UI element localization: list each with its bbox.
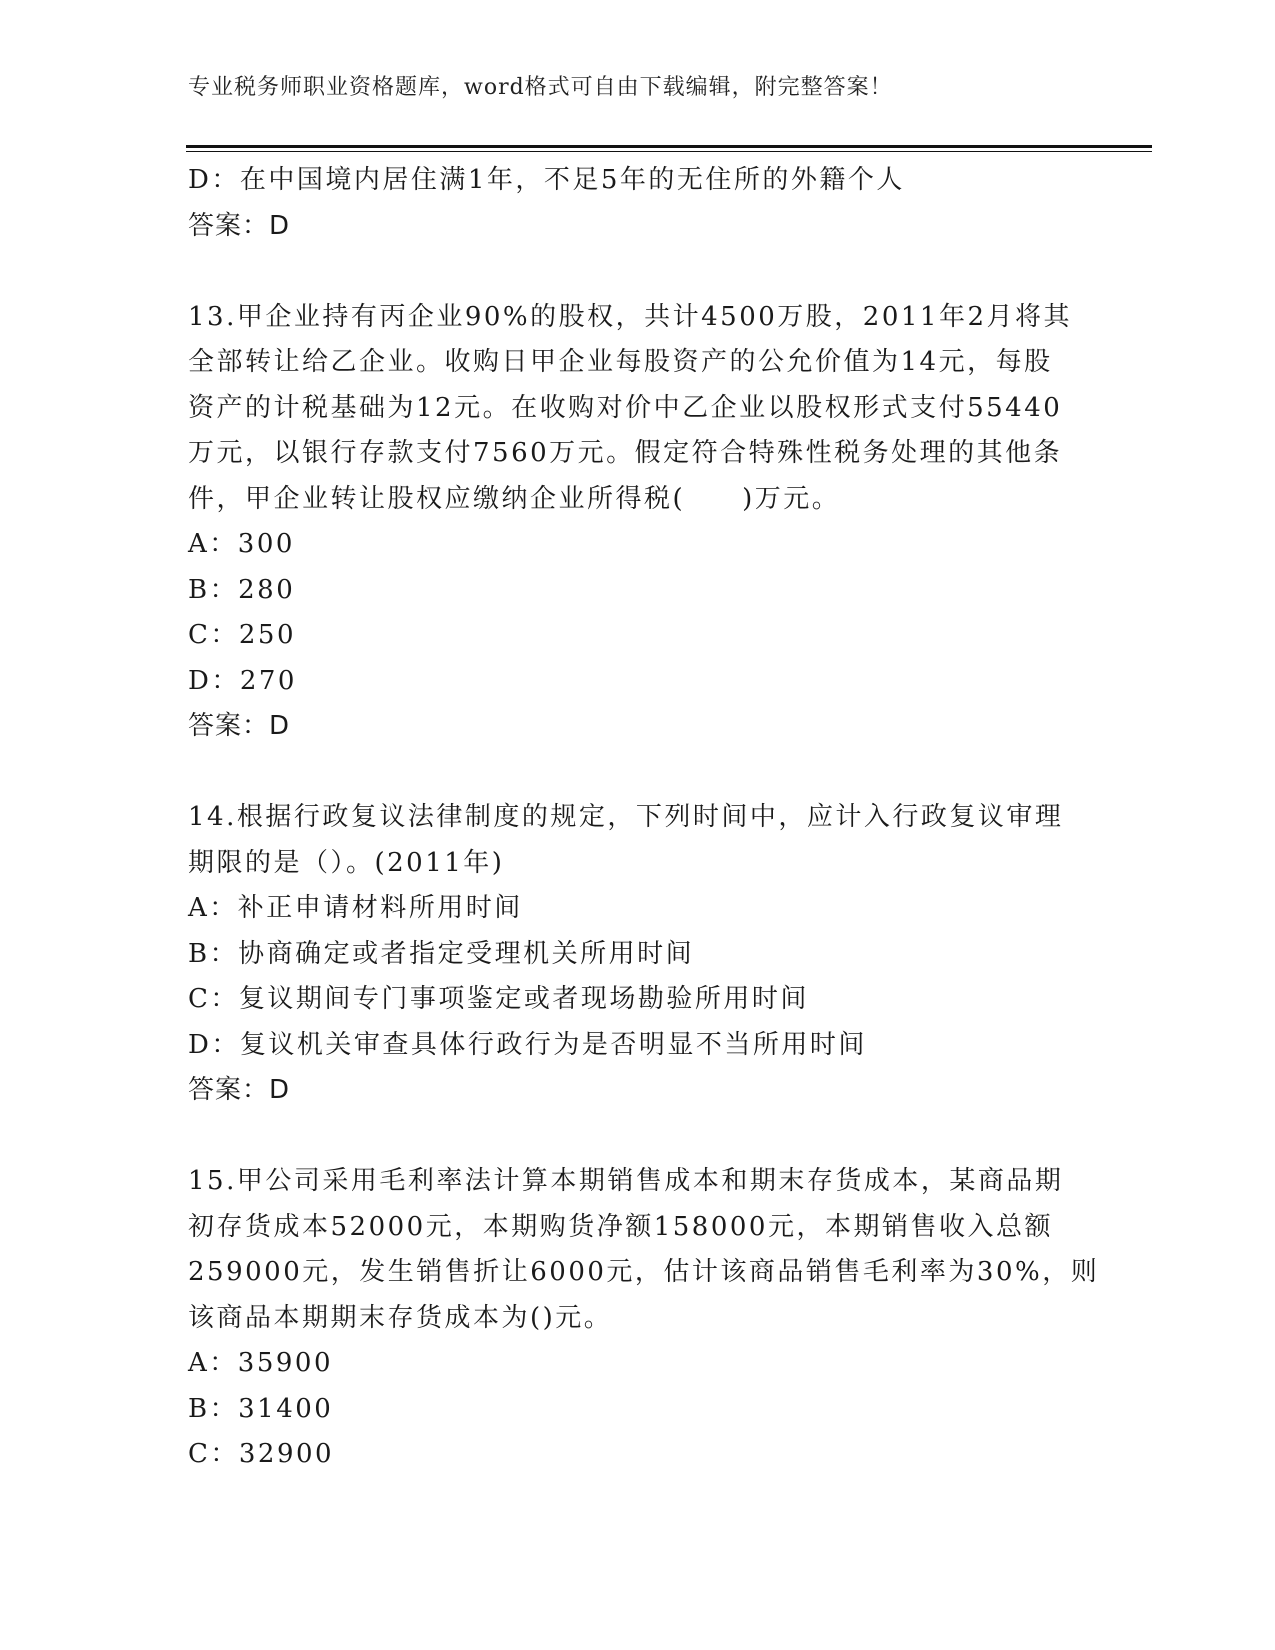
option-c: C：复议期间专门事项鉴定或者现场勘验所用时间 (188, 984, 809, 1014)
question-text-line: 件，甲企业转让股权应缴纳企业所得税( )万元。 (188, 483, 841, 514)
question-text-line: 13.甲企业持有丙企业90%的股权，共计4500万股，2011年2月将其 (188, 301, 1073, 332)
prev-answer: 答案：D (188, 210, 291, 241)
spacer (188, 1114, 1088, 1160)
question-text-line: 初存货成本52000元，本期购货净额158000元，本期销售收入总额 (188, 1211, 1053, 1242)
option-a: A：300 (188, 529, 295, 559)
question-13 (188, 295, 1088, 750)
option-d: D：复议机关审查具体行政行为是否明显不当所用时间 (188, 1029, 867, 1060)
option-d: D：270 (188, 665, 297, 696)
option-c: C：250 (188, 620, 297, 650)
question-text-line: 259000元，发生销售折让6000元，估计该商品销售毛利率为30%，则 (188, 1257, 1100, 1287)
prev-option-d: D：在中国境内居住满1年，不足5年的无住所的外籍个人 (188, 165, 905, 195)
answer: 答案：D (188, 711, 291, 741)
option-b: B：280 (188, 574, 296, 605)
question-text-line: 14.根据行政复议法律制度的规定，下列时间中，应计入行政复议审理 (188, 802, 1064, 832)
page-header: 专业税务师职业资格题库，word格式可自由下载编辑，附完整答案！ (188, 75, 893, 100)
answer: 答案：D (188, 1075, 291, 1105)
question-text-line: 15.甲公司采用毛利率法计算本期销售成本和期末存货成本，某商品期 (188, 1166, 1064, 1196)
header-divider-thick (186, 145, 1152, 148)
question-14 (188, 795, 1088, 1114)
spacer (188, 249, 1088, 295)
question-text-line: 该商品本期期末存货成本为()元。 (188, 1302, 613, 1333)
option-a: A：补正申请材料所用时间 (188, 893, 523, 923)
question-text-line: 资产的计税基础为12元。在收购对价中乙企业以股权形式支付55440 (188, 392, 1063, 423)
option-b: B：31400 (188, 1393, 334, 1424)
option-b: B：协商确定或者指定受理机关所用时间 (188, 938, 695, 969)
option-c: C：32900 (188, 1439, 335, 1469)
header-divider-thin (186, 151, 1152, 152)
spacer (188, 750, 1088, 796)
question-text-line: 全部转让给乙企业。收购日甲企业每股资产的公允价值为14元，每股 (188, 347, 1053, 377)
question-text-line: 万元，以银行存款支付7560万元。假定符合特殊性税务处理的其他条 (188, 438, 1063, 468)
option-a: A：35900 (188, 1348, 333, 1378)
question-text-line: 期限的是（）。(2011年) (188, 847, 505, 878)
question-content (188, 158, 1100, 1478)
question-15 (188, 1159, 1100, 1478)
